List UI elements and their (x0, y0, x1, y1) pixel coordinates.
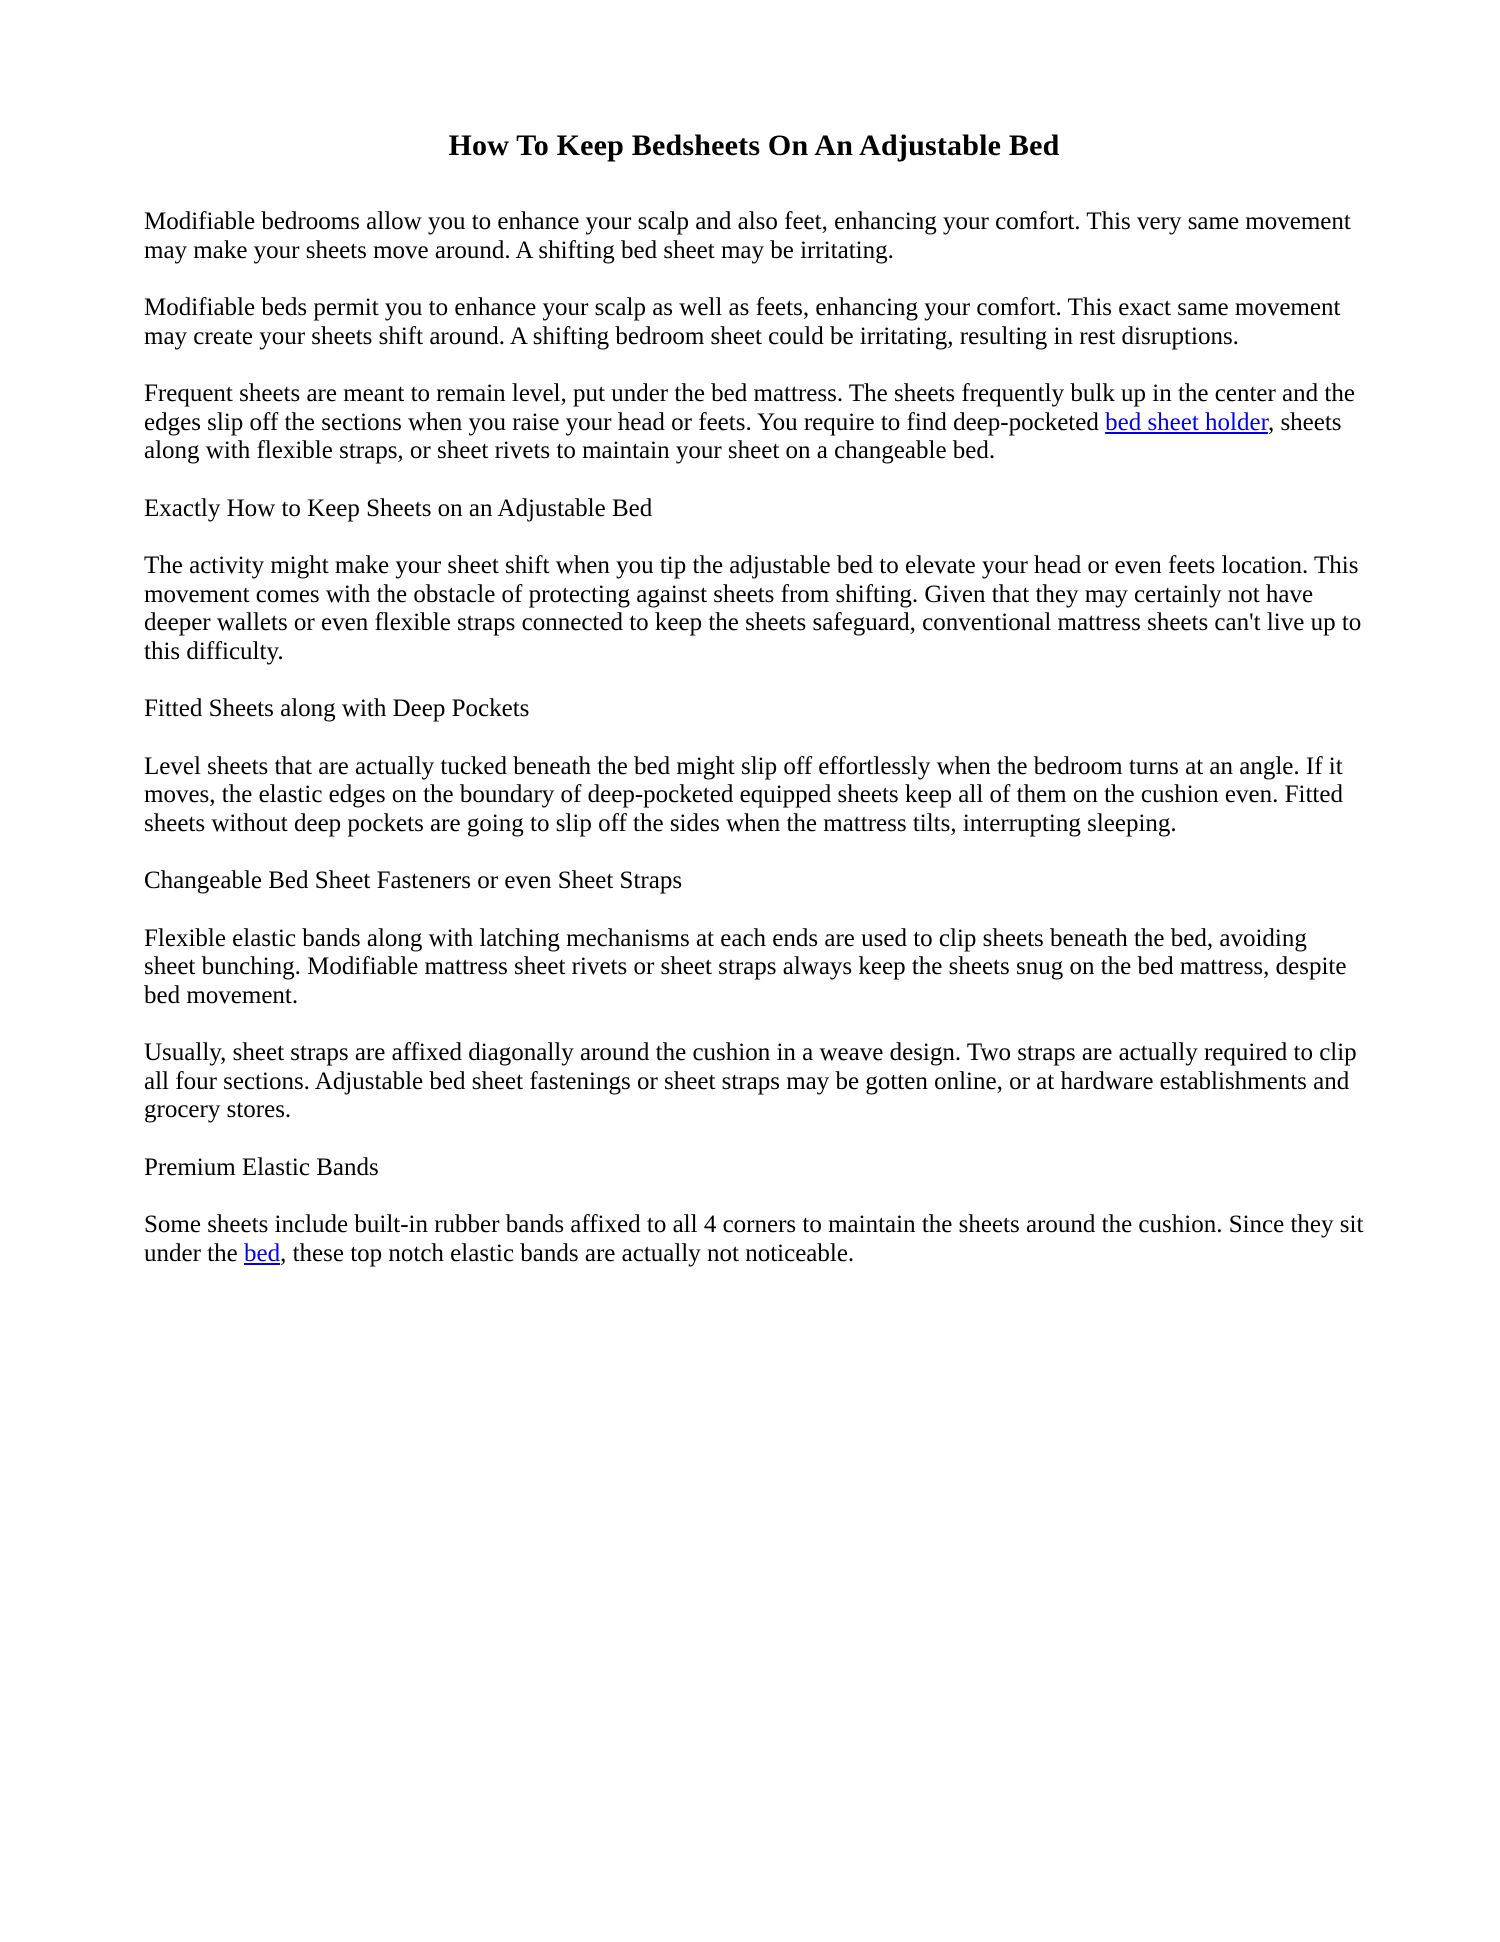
document-title: How To Keep Bedsheets On An Adjustable Bed (448, 129, 1060, 162)
paragraph-frequent-sheets (144, 380, 1364, 466)
paragraph-elastic-bands: Flexible elastic bands along with latching mechanisms at each ends are used to clip sheets beneath the bed, avoiding sheet bunching. Modifiable mattress sheet rivets or sheet straps always keep the sheets snug on the bed mattress, despite bed movement. (144, 924, 1347, 1009)
paragraph-built-in-bands (144, 1211, 1364, 1268)
bed-link[interactable]: bed (243, 1239, 281, 1267)
paragraph-level-sheets: Level sheets that are actually tucked beneath the bed might slip off effortlessly when the bedroom turns at an angle. If it moves, the elastic edges on the boundary of deep-pocketed equipped sheets keep all of them on the cushion even. Fitted sheets without deep pockets are going to slip off the sides when the mattress tilts, interrupting sleeping. (144, 752, 1343, 837)
paragraph-text: , these top notch elastic bands are actually not noticeable. (280, 1239, 855, 1267)
bed-sheet-holder-link[interactable]: bed sheet holder (1105, 408, 1268, 436)
section-heading-premium-bands: Premium Elastic Bands (144, 1153, 379, 1181)
paragraph-text: , sheets along with flexible straps, or sheet rivets to maintain your sheet on a changeable bed. (144, 408, 1342, 464)
paragraph-intro-2: Modifiable beds permit you to enhance your scalp as well as feets, enhancing your comfort. This exact same movement may create your sheets shift around. A shifting bedroom sheet could be irritating, resulting in rest disruptions. (144, 294, 1341, 350)
section-heading-fasteners: Changeable Bed Sheet Fasteners or even Sheet Straps (144, 867, 683, 894)
paragraph-text: Some sheets include built-in rubber bands affixed to all 4 corners to maintain the sheets around the cushion. Since they sit under the (144, 1211, 1364, 1267)
section-heading-how-to-keep: Exactly How to Keep Sheets on an Adjustable Bed (144, 494, 653, 522)
section-heading-fitted-sheets: Fitted Sheets along with Deep Pockets (144, 695, 530, 722)
paragraph-text: Frequent sheets are meant to remain level, put under the bed mattress. The sheets frequently bulk up in the center and the edges slip off the sections when you raise your head or feets. You require to find deep-pocketed (144, 380, 1355, 436)
paragraph-activity: The activity might make your sheet shift when you tip the adjustable bed to elevate your head or even feets location. This movement comes with the obstacle of protecting against sheets from shifting. Given that they may certainly not have deeper wallets or even flexible straps connected to keep the sheets safeguard, conventional mattress sheets can't live up to this difficulty. (144, 552, 1362, 665)
paragraph-intro-1: Modifiable bedrooms allow you to enhance your scalp and also feet, enhancing your comfort. This very same movement may make your sheets move around. A shifting bed sheet may be irritating. (144, 208, 1351, 264)
paragraph-sheet-straps: Usually, sheet straps are affixed diagonally around the cushion in a weave design. Two straps are actually required to clip all four sections. Adjustable bed sheet fastenings or sheet straps may be gotten online, or at hardware establishments and grocery stores. (144, 1039, 1357, 1123)
